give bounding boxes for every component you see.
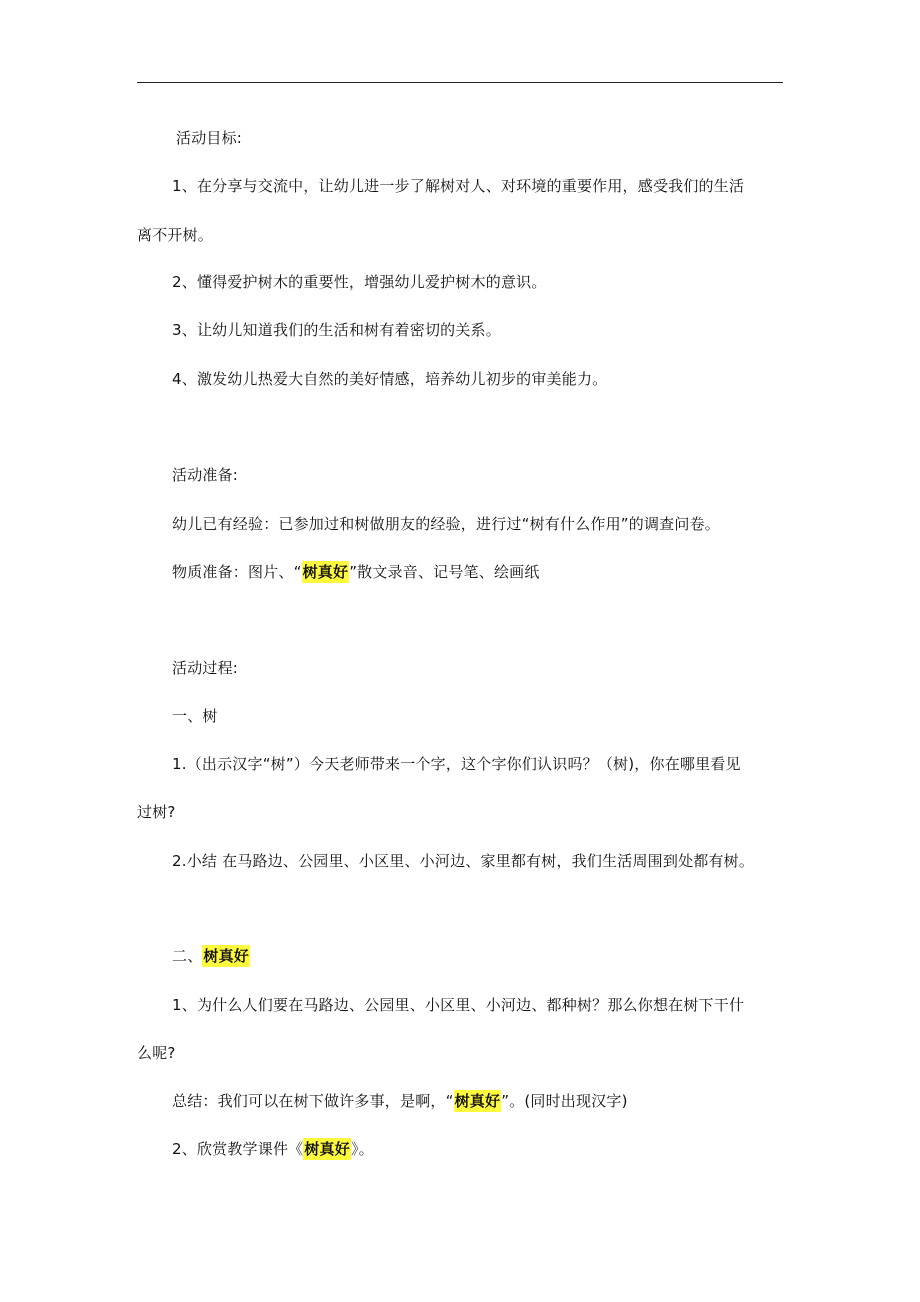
section-2-item-2-post: 》。: [350, 1140, 374, 1158]
section-1-summary: 2.小结 在马路边、公园里、小区里、小河边、家里都有树，我们生活周围到处都有树。: [172, 852, 755, 870]
section-2-item-1-line-1: 1、为什么人们要在马路边、公园里、小区里、小河边、都种树？那么你想在树下干什: [172, 996, 745, 1014]
section-1-item-1-line-1: 1.（出示汉字“树”）今天老师带来一个字，这个字你们认识吗？（树)，你在哪里看见: [172, 755, 741, 773]
goal-3: 3、让幼儿知道我们的生活和树有着密切的关系。: [172, 321, 501, 339]
section-1-title: 一、树: [172, 707, 218, 725]
section-2-item-2: [172, 1139, 374, 1159]
prep-heading: 活动准备:: [172, 466, 239, 484]
highlight-title: 树真好: [203, 947, 250, 965]
section-2-title-pre: 二、: [172, 947, 203, 965]
goals-heading: 活动目标:: [176, 129, 243, 147]
prep-experience: 幼儿已有经验：已参加过和树做朋友的经验，进行过“树有什么作用”的调查问卷。: [172, 515, 720, 533]
section-1-item-1-line-2: 过树?: [137, 803, 176, 821]
header-rule: [137, 82, 783, 83]
section-2-item-2-pre: 2、欣赏教学课件《: [172, 1140, 304, 1158]
goal-4: 4、激发幼儿热爱大自然的美好情感，培养幼儿初步的审美能力。: [172, 370, 608, 388]
highlight-title: 树真好: [454, 1092, 501, 1110]
prep-materials: [172, 562, 540, 582]
highlight-title: 树真好: [302, 563, 349, 581]
goal-1-line-1: 1、在分享与交流中，让幼儿进一步了解树对人、对环境的重要作用，感受我们的生活: [172, 177, 745, 195]
goal-2: 2、懂得爱护树木的重要性，增强幼儿爱护树木的意识。: [172, 273, 547, 291]
section-2-summary-post: ”。(同时出现汉字): [501, 1092, 628, 1110]
section-2-item-1-line-2: 么呢?: [137, 1044, 176, 1062]
process-heading: 活动过程:: [172, 659, 239, 677]
highlight-title: 树真好: [304, 1140, 350, 1158]
section-2-summary: [172, 1091, 628, 1111]
section-2-title: [172, 946, 250, 966]
prep-materials-post: ”散文录音、记号笔、绘画纸: [349, 563, 540, 581]
goal-1-line-2: 离不开树。: [137, 226, 214, 244]
section-2-summary-pre: 总结：我们可以在树下做许多事，是啊，“: [172, 1092, 454, 1110]
prep-materials-pre: 物质准备：图片、“: [172, 563, 302, 581]
